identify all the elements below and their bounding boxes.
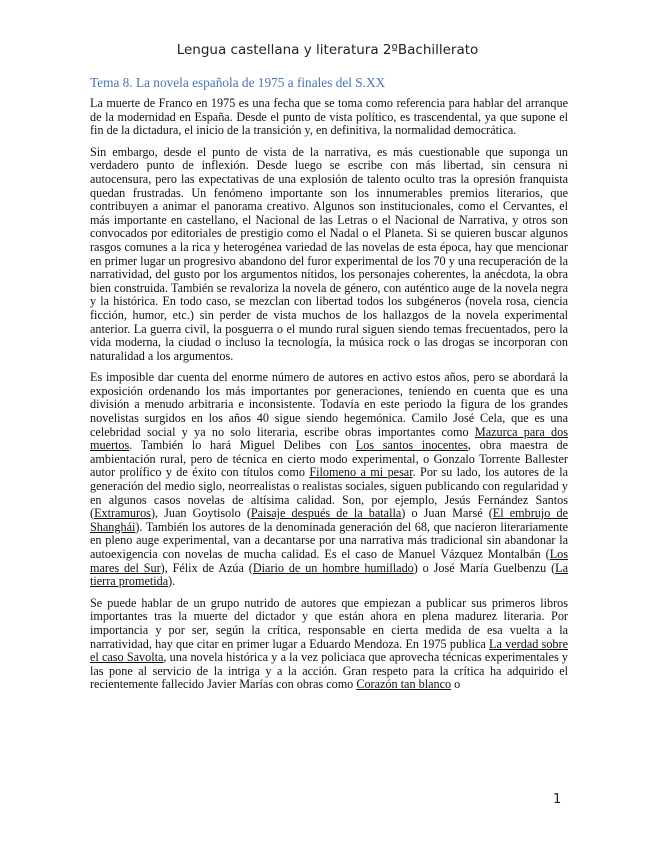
book-title: Paisaje después de la batalla	[250, 506, 402, 521]
text-run: ), Juan Goytisolo (	[150, 506, 251, 521]
text-run: , obra maestra de ambientación rural, pero de técnica en cierto modo experimental, o Gonzalo Torrente Ballester autor prolífico y de éxito con títulos como	[90, 438, 568, 480]
book-title: Extramuros	[94, 506, 151, 521]
book-title: Filomeno a mi pesar	[309, 465, 413, 480]
text-run: ) o José María Guelbenzu (	[413, 560, 556, 575]
paragraph-4	[90, 597, 568, 692]
book-title: La tierra prometida	[90, 560, 569, 589]
book-title: Diario de un hombre humillado	[252, 560, 414, 575]
text-run: ) o Juan Marsé (	[401, 506, 493, 521]
paragraph-1: La muerte de Franco en 1975 es una fecha que se toma como referencia para hablar del arranque de la modernidad en España. Desde el punto de vista político, es trascendental, ya que supone el fin de la dictadura, el inicio de la transición y, en definitiva, la normalidad democrática.	[90, 96, 568, 138]
book-title: La verdad sobre el caso Savolta	[90, 636, 568, 665]
text-run: ), Félix de Azúa (	[160, 560, 253, 575]
page-header: Lengua castellana y literatura 2ºBachillerato	[176, 42, 479, 58]
text-run: Es imposible dar cuenta del enorme número de autores en activo estos años, pero se abordará la exposición ordenando los más importantes por generaciones, teniendo en cuenta que es una división a menudo arbitraria e inconsistente. Todavía en este periodo la figura de los grandes novelistas surgidos en los años 40 sigue siendo hegemónica. Camilo José Cela, que es una celebridad social y ya no solo literaria, escribe obras importantes como	[90, 370, 568, 439]
text-run: o	[451, 677, 461, 692]
paragraph-2: Sin embargo, desde el punto de vista de la narrativa, es más cuestionable que suponga un verdadero punto de inflexión. Desde luego se escribe con más libertad, sin censura ni autocensura, pero las expectativas de una explosión de talento oculto tras la opresión franquista quedan frustradas. Un fenómeno importante son los innumerables premios literarios, que contribuyen a animar el panorama creativo. Algunos son institucionales, como el Cervantes, el más importante en castellano, el Nacional de las Letras o el Nacional de Narrativa, y otros son convocados por editoriales de prestigio como el Nadal o el Planeta. Si se quieren buscar algunos rasgos comunes a la rica y heterogénea variedad de las novelas de esta época, hay que mencionar en primer lugar un progresivo abandono del furor experimental de los 70 y una recuperación de la narratividad, del gusto por los argumentos nítidos, los personajes coherentes, la anécdota, la obra bien construida. También se revaloriza la novela de género, con auténtico auge de la novela negra y la histórica. En todo caso, se mezclan con libertad todos los subgéneros (novela rosa, ciencia ficción, humor, etc.) sin perder de vista muchos de los hallazgos de la novela experimental anterior. La guerra civil, la posguerra o el mundo rural siguen siendo temas frecuentados, pero la vida moderna, la ciudad o incluso la tecnología, la música rock o las drogas se incorporan con naturalidad a los argumentos.	[90, 144, 568, 363]
page-content	[90, 74, 568, 692]
text-run: . También lo hará Miguel Delibes con	[129, 438, 356, 453]
text-run: Se puede hablar de un grupo nutrido de autores que empiezan a publicar sus primeros libros importantes tras la muerte del dictador y que están ahora en plena madurez literaria. Por importancia y por ser, según la crítica, responsable en cierta medida de esa vuelta a la narratividad, hay que citar en primer lugar a Eduardo Mendoza. En 1975 publica	[90, 595, 568, 651]
book-title: Los santos inocentes	[355, 438, 468, 453]
page-number: 1	[553, 792, 562, 807]
text-run: . Por su lado, los autores de la generación del medio siglo, neorrealistas o realistas sociales, siguen publicando con regularidad y en algunos casos novelas de altísima calidad. Son, por ejemplo, Jesús Fernández Santos (	[90, 465, 568, 521]
text-run: ).	[168, 574, 176, 589]
book-title: Mazurca para dos muertos	[90, 424, 568, 453]
book-title: Los mares del Sur	[90, 547, 568, 575]
text-run: ). También los autores de la denominada generación del 68, que nacieron literariamente en pleno auge experimental, van a decantarse por una narrativa más tradicional sin abandonar la autoexigencia con novelas de mucha calidad. Es el caso de Manuel Vázquez Montalbán (	[90, 519, 568, 561]
text-run: , una novela histórica y a la vez policiaca que aprovecha técnicas experimentales y las pone al servicio de la intriga y a la acción. Gran respeto para la crítica ha adquirido el recientemente fallecido Javier Marías con obras como	[90, 650, 568, 692]
paragraph-3	[90, 371, 568, 589]
book-title: Corazón tan blanco	[356, 677, 452, 692]
section-title: Tema 8. La novela española de 1975 a finales del S.XX	[90, 75, 386, 90]
book-title: El embrujo de Shanghái	[90, 506, 568, 534]
